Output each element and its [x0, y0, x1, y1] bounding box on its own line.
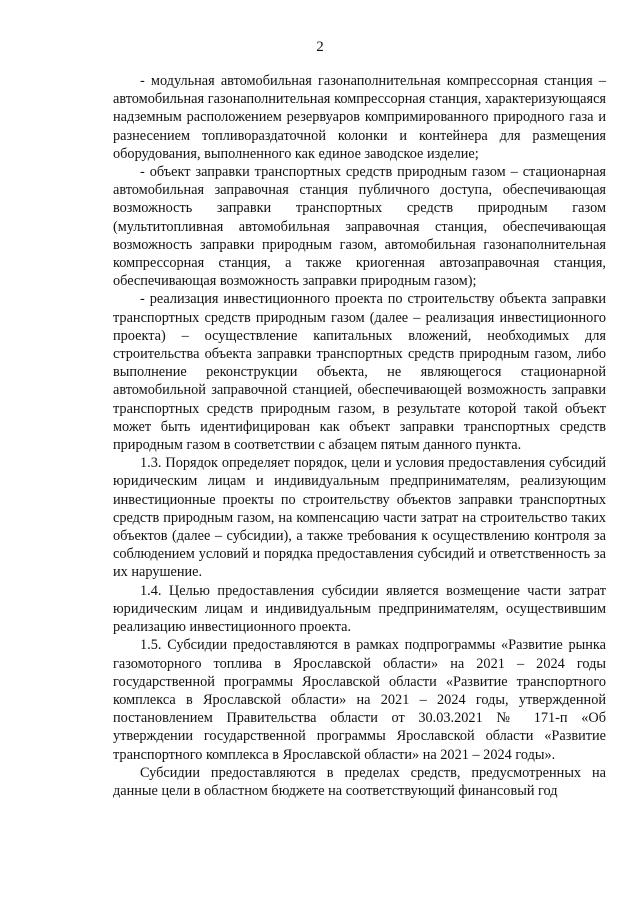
page-number: 2 [316, 39, 324, 55]
definition-paragraph-gas-station: - модульная автомобильная газонаполнительная компрессорная станция – автомобильная газонаполнительная компрессорная станция, характеризующаяся надземным расположением резервуаров компримированного природного газа и разнесением топливораздаточной колонки и контейнера для размещения оборудования, выполненного как единое заводское изделие; [113, 73, 606, 162]
budget-paragraph: Субсидии предоставляются в пределах средств, предусмотренных на данные цели в областном бюджете на соответствующий финансовый год [113, 764, 606, 799]
definition-paragraph-investment-project: - реализация инвестиционного проекта по строительству объекта заправки транспортных средств природным газом (далее – реализация инвестиционного проекта) – осуществление капитальных вложений, необходимых для строительства объекта заправки транспортных средств природным газом, либо выполнение реконструкции объекта, не являющегося стационарной автомобильной заправочной станцией, обеспечивающей возможность заправки транспортных средств природным газом, в результате которой такой объект может быть идентифицирован как объект заправки транспортных средств природным газом в соответствии с абзацем пятым данного пункта. [113, 291, 606, 454]
clause-1-3-paragraph: 1.3. Порядок определяет порядок, цели и условия предоставления субсидий юридическим лицам и индивидуальным предпринимателям, реализующим инвестиционные проекты по строительству объектов заправки транспортных средств природным газом, на компенсацию части затрат на строительство таких объектов (далее – субсидии), а также требования к осуществлению контроля за соблюдением условий и порядка предоставления субсидий и ответственность за их нарушение. [113, 455, 606, 581]
document-body [113, 72, 606, 800]
clause-1-5-paragraph: 1.5. Субсидии предоставляются в рамках подпрограммы «Развитие рынка газомоторного топлива в Ярославской области» на 2021 – 2024 годы государственной программы Ярославской области «Развитие транспортного комплекса в Ярославской области» на 2021 – 2024 годы, утвержденной постановлением Правительства области от 30.03.2021 № 171-п «Об утверждении государственной программы Ярославской области «Развитие транспортного комплекса в Ярославской области» на 2021 – 2024 годы». [113, 637, 606, 763]
clause-1-4-paragraph: 1.4. Целью предоставления субсидии является возмещение части затрат юридическим лицам и индивидуальным предпринимателям, осуществившим реализацию инвестиционного проекта. [113, 582, 606, 636]
definition-paragraph-refueling-object: - объект заправки транспортных средств природным газом – стационарная автомобильная заправочная станция публичного доступа, обеспечивающая возможность заправки транспортных средств природным газом (мультитопливная автомобильная заправочная станция, обеспечивающая возможность заправки природным газом, автомобильная газонаполнительная компрессорная станция, а также криогенная автозаправочная станция, обеспечивающая возможность заправки природным газом); [113, 164, 606, 290]
